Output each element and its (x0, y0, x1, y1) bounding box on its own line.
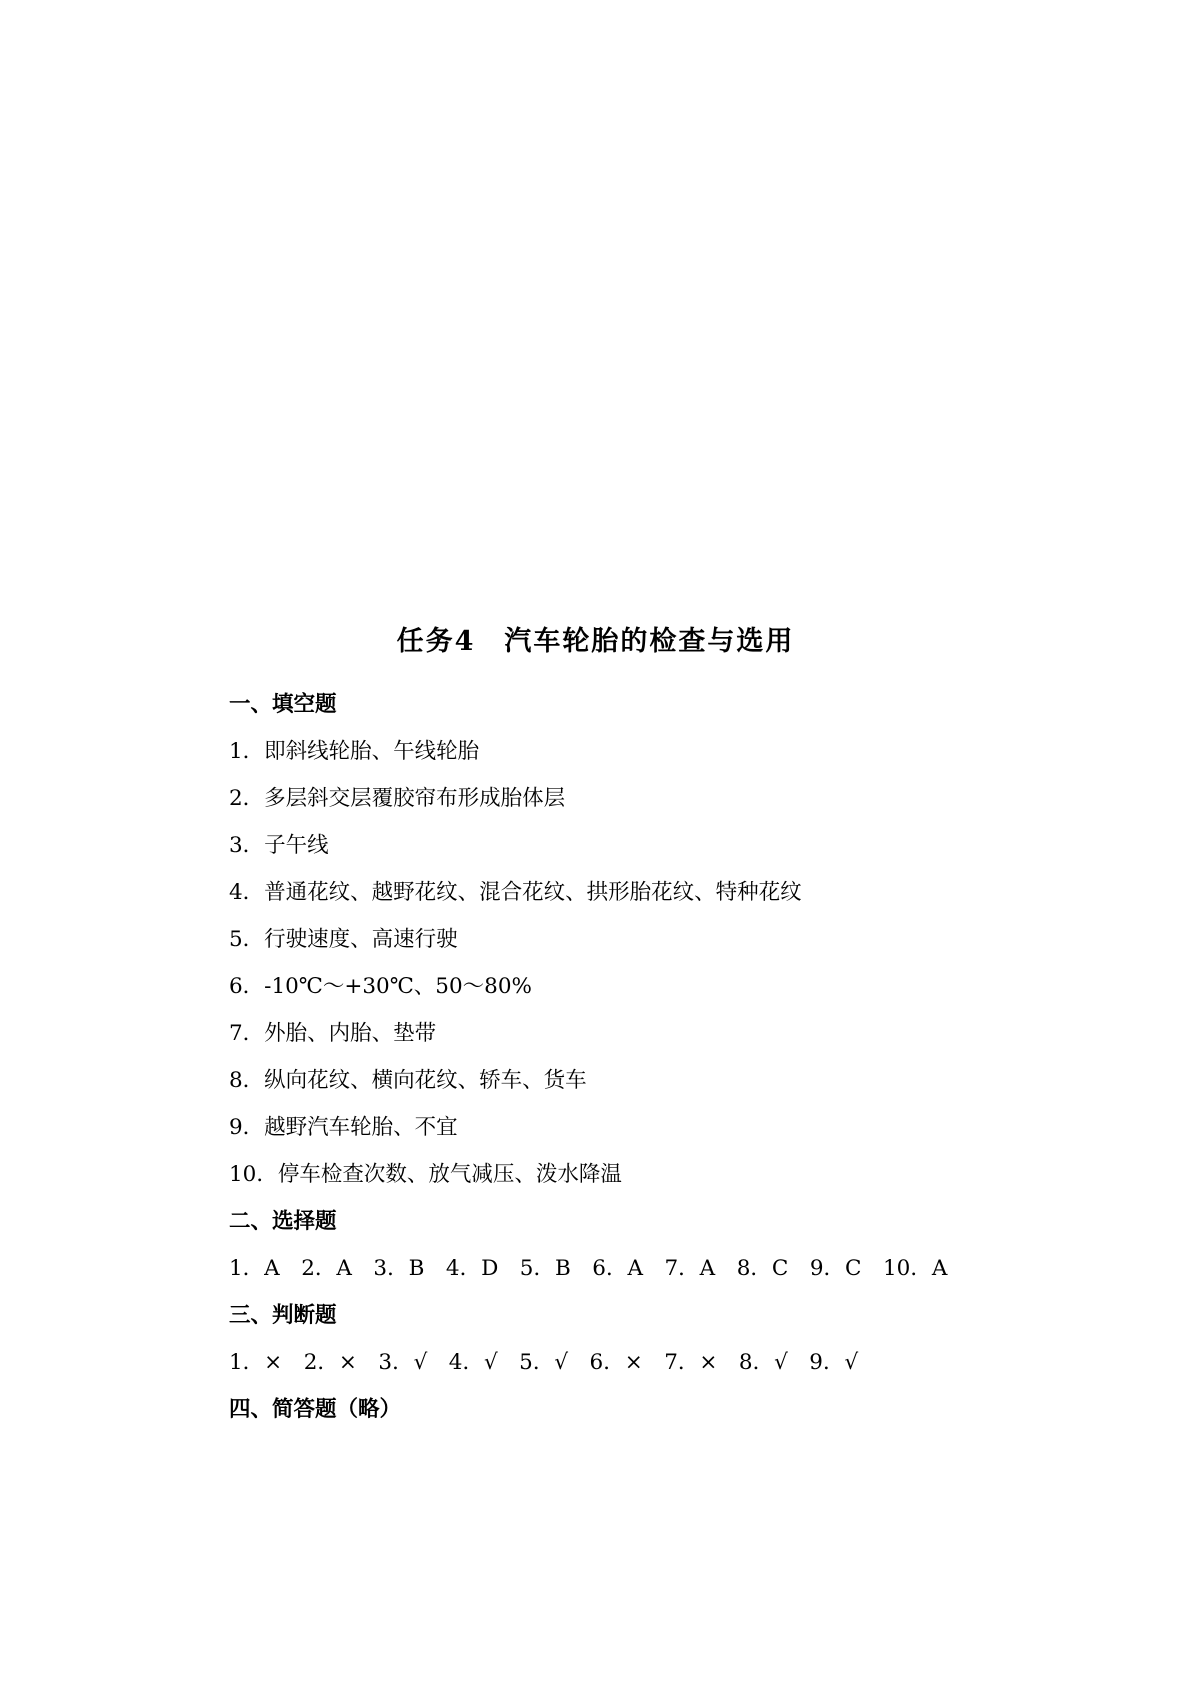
fill-answer-7: 7．外胎、内胎、垫带 (229, 1021, 437, 1046)
fill-answer-5: 5．行驶速度、高速行驶 (229, 927, 458, 952)
judge-answers: 1．× 2．× 3．√ 4．√ 5．√ 6．× 7．× 8．√ 9．√ (229, 1350, 859, 1375)
fill-answer-2: 2．多层斜交层覆胶帘布形成胎体层 (229, 786, 566, 811)
fill-answer-1: 1．即斜线轮胎、午线轮胎 (229, 739, 480, 764)
section-heading-choice: 二、选择题 (229, 1209, 337, 1234)
fill-answer-6: 6．-10℃～+30℃、50～80% (229, 974, 532, 999)
section-heading-short-answer: 四、简答题（略） (229, 1397, 402, 1422)
page-title: 任务4 汽车轮胎的检查与选用 (396, 626, 795, 657)
fill-answer-9: 9．越野汽车轮胎、不宜 (229, 1115, 458, 1140)
fill-answer-4: 4．普通花纹、越野花纹、混合花纹、拱形胎花纹、特种花纹 (229, 880, 802, 905)
choice-answers: 1．A 2．A 3．B 4．D 5．B 6．A 7．A 8．C 9．C 10．A (229, 1256, 948, 1281)
fill-answer-8: 8．纵向花纹、横向花纹、轿车、货车 (229, 1068, 587, 1093)
section-heading-judge: 三、判断题 (229, 1303, 337, 1328)
section-heading-fill-in: 一、填空题 (229, 692, 337, 717)
fill-answer-10: 10．停车检查次数、放气减压、泼水降温 (229, 1162, 622, 1187)
fill-answer-3: 3．子午线 (229, 833, 329, 858)
answer-content (229, 681, 1049, 1433)
